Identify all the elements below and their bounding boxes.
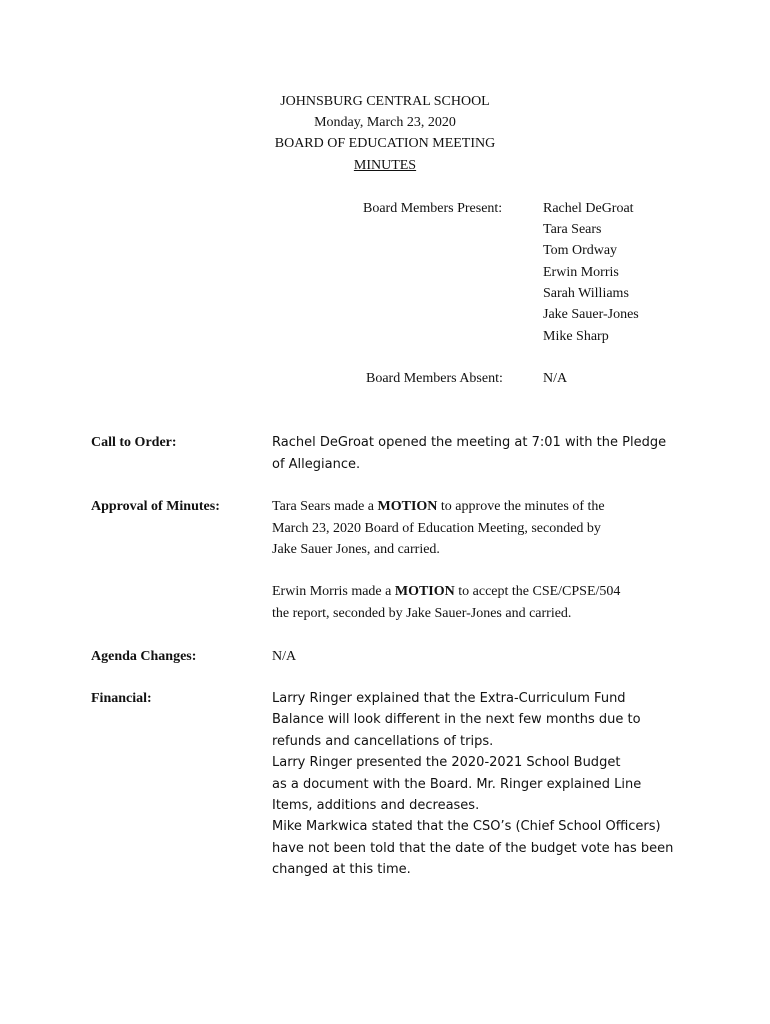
- approval-motion-1: [272, 499, 605, 515]
- present-member: Mike Sharp: [543, 329, 609, 344]
- approval-text: Tara Sears made a: [272, 499, 378, 514]
- financial-line: Items, additions and decreases.: [272, 798, 480, 813]
- approval-motion-2: [272, 584, 620, 600]
- financial-line: as a document with the Board. Mr. Ringer explained Line: [272, 777, 642, 792]
- financial-line: refunds and cancellations of trips.: [272, 734, 494, 749]
- present-member: Jake Sauer-Jones: [543, 307, 639, 322]
- present-member: Erwin Morris: [543, 265, 619, 280]
- call-to-order-label: Call to Order:: [91, 435, 177, 450]
- approval-text: Erwin Morris made a: [272, 584, 395, 599]
- meeting-title: BOARD OF EDUCATION MEETING: [274, 136, 496, 151]
- call-to-order-line: of Allegiance.: [272, 457, 361, 472]
- approval-text-line: March 23, 2020 Board of Education Meeting, seconded by: [272, 521, 601, 536]
- financial-label: Financial:: [91, 691, 152, 706]
- absent-label: Board Members Absent:: [366, 371, 503, 386]
- present-member: Tara Sears: [543, 222, 602, 237]
- motion-keyword: MOTION: [394, 584, 455, 599]
- present-label: Board Members Present:: [363, 201, 503, 216]
- present-member: Tom Ordway: [543, 243, 618, 258]
- present-member: Rachel DeGroat: [543, 201, 634, 216]
- financial-line: Mike Markwica stated that the CSO’s (Chief School Officers): [272, 819, 661, 834]
- doc-type: [0, 158, 770, 174]
- approval-text: to approve the minutes of the: [437, 499, 605, 514]
- meeting-date: Monday, March 23, 2020: [314, 115, 456, 130]
- approval-text: to accept the CSE/CPSE/504: [454, 584, 621, 599]
- absent-value: N/A: [543, 371, 568, 386]
- present-member: Sarah Williams: [543, 286, 629, 301]
- agenda-label: Agenda Changes:: [91, 649, 197, 664]
- agenda-value: N/A: [272, 649, 297, 664]
- school-name: JOHNSBURG CENTRAL SCHOOL: [280, 94, 490, 109]
- financial-line: Larry Ringer explained that the Extra-Curriculum Fund: [272, 691, 626, 706]
- approval-label: Approval of Minutes:: [91, 499, 220, 514]
- financial-line: Larry Ringer presented the 2020-2021 School Budget: [272, 755, 621, 770]
- doc-type-text: MINUTES: [353, 158, 417, 173]
- financial-line: changed at this time.: [272, 862, 411, 877]
- financial-line: Balance will look different in the next few months due to: [272, 712, 641, 727]
- approval-text-line: Jake Sauer Jones, and carried.: [272, 542, 440, 557]
- financial-line: have not been told that the date of the budget vote has been: [272, 841, 674, 856]
- call-to-order-line: Rachel DeGroat opened the meeting at 7:01 with the Pledge: [272, 435, 667, 450]
- motion-keyword: MOTION: [377, 499, 438, 514]
- approval-text-line: the report, seconded by Jake Sauer-Jones and carried.: [272, 606, 572, 621]
